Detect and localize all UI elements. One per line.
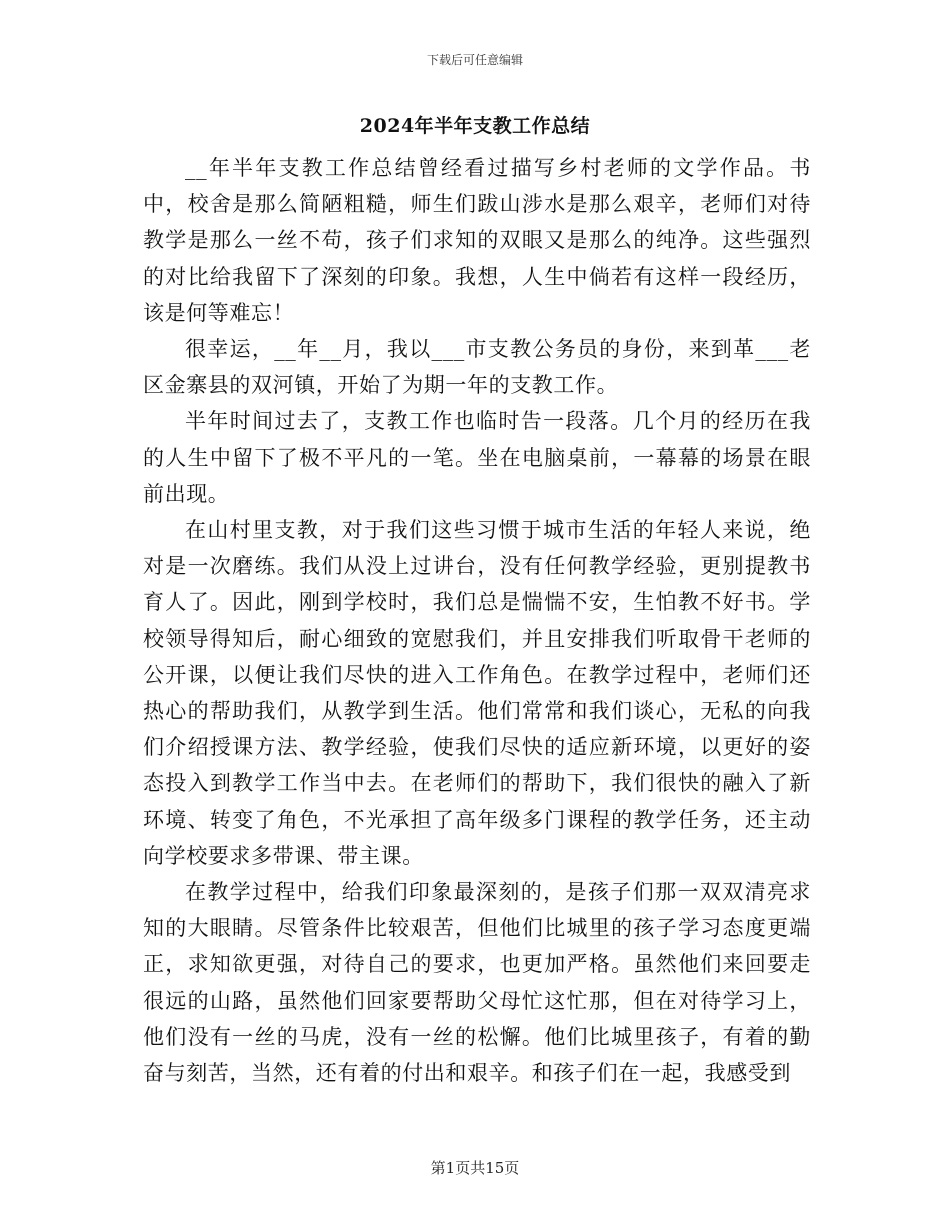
page-number-footer: 第1页共15页: [430, 1159, 520, 1177]
paragraph-2: 很幸运，__年__月，我以___市支教公务员的身份，来到革___老区金寨县的双河镇，开始了为期一年的支教工作。: [143, 337, 811, 398]
paragraph-3: 半年时间过去了，支教工作也临时告一段落。几个月的经历在我的人生中留下了极不平凡的一笔。坐在电脑桌前，一幕幕的场景在眼前出现。: [143, 409, 811, 506]
document-body: [143, 150, 811, 1091]
paragraph-1: __年半年支教工作总结曾经看过描写乡村老师的文学作品。书中，校舍是那么简陋粗糙，师生们跋山涉水是那么艰辛，老师们对待教学是那么一丝不苟，孩子们求知的双眼又是那么的纯净。这些强烈的对比给我留下了深刻的印象。我想，人生中倘若有这样一段经历，该是何等难忘！: [143, 156, 811, 325]
page-header: 下载后可任意编辑: [426, 53, 523, 67]
paragraph-5: 在教学过程中，给我们印象最深刻的，是孩子们那一双双清亮求知的大眼睛。尽管条件比较艰苦，但他们比城里的孩子学习态度更端正，求知欲更强，对待自己的要求，也更加严格。虽然他们来回要走很远的山路，虽然他们回家要帮助父母忙这忙那，但在对待学习上，他们没有一丝的马虎，没有一丝的松懈。他们比城里孩子，有着的勤奋与刻苦，当然，还有着的付出和艰辛。和孩子们在一起，我感受到: [143, 880, 811, 1086]
paragraph-4: 在山村里支教，对于我们这些习惯于城市生活的年轻人来说，绝对是一次磨练。我们从没上过讲台，没有任何教学经验，更别提教书育人了。因此，刚到学校时，我们总是惴惴不安，生怕教不好书。学校领导得知后，耐心细致的宽慰我们，并且安排我们听取骨干老师的公开课，以便让我们尽快的进入工作角色。在教学过程中，老师们还热心的帮助我们，从教学到生活。他们常常和我们谈心，无私的向我们介绍授课方法、教学经验，使我们尽快的适应新环境，以更好的姿态投入到教学工作当中去。在老师们的帮助下，我们很快的融入了新环境、转变了角色，不光承担了高年级多门课程的教学任务，还主动向学校要求多带课、带主课。: [143, 518, 811, 868]
document-title: 2024年半年支教工作总结: [359, 115, 591, 137]
